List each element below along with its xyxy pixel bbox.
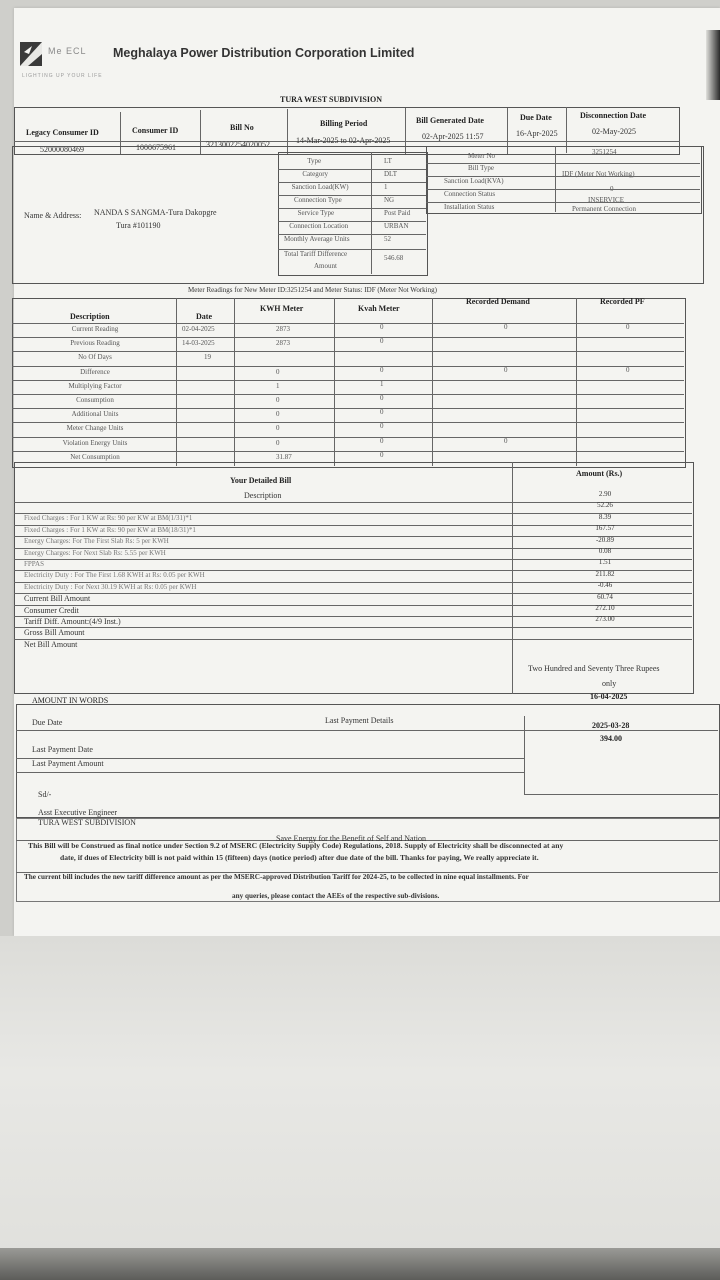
final-notice-line-1: This Bill will be Construed as final notice under Section 9.2 of MSERC (Electricity Supply Code) Regulations, 2018. Supply of Electricity shall be disconnected at any: [28, 841, 564, 850]
meter-kwh-value: 0: [276, 424, 280, 432]
connection-detail-value: LT: [384, 157, 392, 165]
connection-detail-label: Type: [307, 157, 322, 165]
last-payment-amount-label: Last Payment Amount: [32, 759, 104, 768]
subdivision-title: TURA WEST SUBDIVISION: [280, 95, 382, 104]
bill-line-amount: 273.00: [595, 615, 615, 623]
connection-detail-value: 52: [384, 235, 391, 243]
meter-detail-value: Permanent Connection: [572, 205, 636, 213]
meter-date-value: 19: [204, 353, 211, 361]
meter-row-label: Consumption: [76, 396, 114, 404]
tariff-notice-line-2: any queries, please contact the AEEs of the respective sub-divisions.: [232, 892, 440, 900]
meter-demand-value: 0: [504, 323, 508, 331]
divider: [14, 639, 692, 640]
divider: [12, 422, 684, 423]
bill-line-description: Net Bill Amount: [24, 640, 78, 649]
last-payment-amount-value: 394.00: [600, 734, 622, 743]
bill-line-amount: 272.10: [595, 604, 615, 612]
meter-kvah-value: 0: [380, 451, 384, 459]
meter-column-header: Recorded PF: [600, 297, 645, 306]
meter-detail-value: INSERVICE: [588, 196, 624, 204]
meter-demand-value: 0: [504, 366, 508, 374]
final-notice-line-2: date, if dues of Electricity bill is not paid within 15 (fifteen) days (notice period) after due date of the bill. Thanks for paying, We really appreciate it.: [60, 853, 539, 862]
bill-line-description: FPPAS: [24, 560, 44, 568]
meter-date-value: 02-04-2025: [182, 325, 215, 333]
meter-kvah-value: 0: [380, 408, 384, 416]
meter-kwh-value: 0: [276, 439, 280, 447]
divider: [12, 337, 684, 338]
divider: [16, 772, 524, 773]
connection-detail-label: Amount: [314, 262, 337, 270]
name-address-label: Name & Address:: [24, 211, 82, 220]
meter-detail-label: Meter No: [468, 152, 496, 160]
connection-detail-label: Sanction Load(KW): [291, 183, 349, 191]
company-logo-icon: [20, 42, 42, 66]
connection-detail-value: DLT: [384, 170, 397, 178]
meter-column-header: KWH Meter: [260, 304, 304, 313]
meter-demand-value: 0: [504, 437, 508, 445]
meter-row-label: Previous Reading: [70, 339, 120, 347]
connection-detail-value: 546.68: [384, 254, 404, 262]
divider: [14, 627, 692, 628]
divider: [12, 351, 684, 352]
due-date-label: Due Date: [520, 113, 552, 122]
meter-kvah-value: 1: [380, 380, 384, 388]
meter-kwh-value: 1: [276, 382, 280, 390]
bill-generated-label: Bill Generated Date: [416, 116, 484, 125]
bill-line-description: Tariff Diff. Amount:(4/9 Inst.): [24, 617, 121, 626]
legacy-id-label: Legacy Consumer ID: [26, 128, 99, 137]
due-date-footer-label: Due Date: [32, 718, 63, 727]
bill-line-description: Fixed Charges : For 1 KW at Rs: 90 per KW at BM(18/31)*1: [24, 526, 196, 534]
meter-column-header: Date: [196, 312, 212, 321]
due-date-bill-value: 16-04-2025: [590, 692, 628, 701]
meter-detail-label: Sanction Load(KVA): [444, 177, 504, 185]
connection-detail-value: Post Paid: [384, 209, 411, 217]
meter-kwh-value: 31.87: [276, 453, 292, 461]
bill-line-description: Electricity Duty : For The First 1.68 KWH at Rs: 0.05 per KWH: [24, 571, 205, 579]
meter-kwh-value: 0: [276, 396, 280, 404]
company-name: Meghalaya Power Distribution Corporation Limited: [113, 46, 415, 60]
signature-designation: Asst Executive Engineer: [38, 808, 118, 817]
connection-detail-label: Connection Type: [294, 196, 342, 204]
meter-detail-label: Bill Type: [468, 164, 495, 172]
meter-row-label: Current Reading: [71, 325, 119, 333]
meter-detail-value: IDF (Meter Not Working): [562, 170, 635, 178]
meter-row-label: Violation Energy Units: [62, 439, 128, 447]
divider: [371, 152, 372, 274]
divider: [12, 451, 684, 452]
connection-detail-value: NG: [384, 196, 395, 204]
meter-row-label: Additional Units: [71, 410, 119, 418]
background-surface: [0, 936, 720, 1280]
bill-line-amount: 167.57: [595, 524, 615, 532]
bill-line-description: Energy Charges: For Next Slab Rs: 5.55 per KWH: [24, 549, 166, 557]
meter-column-header: Description: [70, 312, 110, 321]
last-payment-details-title: Last Payment Details: [325, 716, 394, 725]
logo-tagline: LIGHTING UP YOUR LIFE: [22, 73, 103, 79]
logo-wordmark: Me ECL: [48, 46, 87, 56]
meter-kvah-value: 0: [380, 323, 384, 331]
meter-date-value: 14-03-2025: [182, 339, 215, 347]
amount-in-words-label: AMOUNT IN WORDS: [32, 696, 109, 705]
connection-detail-label: Category: [302, 170, 329, 178]
meter-kvah-value: 0: [380, 394, 384, 402]
bill-line-description: Current Bill Amount: [24, 594, 91, 603]
meter-detail-value: 3251254: [592, 148, 617, 156]
divider: [12, 323, 684, 324]
detailed-bill-title: Your Detailed Bill: [230, 476, 292, 485]
bill-line-description: Energy Charges: For The First Slab Rs: 5 per KWH: [24, 537, 169, 545]
consumer-id-value: 1000675961: [136, 143, 176, 152]
meter-kwh-value: 2873: [276, 325, 290, 333]
connection-detail-label: Total Tariff Difference: [284, 250, 348, 258]
meter-row-label: Multiplying Factor: [68, 382, 122, 390]
disconnection-date-value: 02-May-2025: [592, 127, 636, 136]
meter-row-label: No Of Days: [78, 353, 112, 361]
bill-line-description: Consumer Credit: [24, 606, 79, 615]
meter-readings-title: Meter Readings for New Meter ID:3251254 and Meter Status: IDF (Meter Not Working): [188, 286, 437, 294]
meter-column-header: Recorded Demand: [466, 297, 530, 306]
divider: [16, 730, 718, 731]
bill-line-amount: 0.08: [598, 547, 612, 555]
divider: [12, 408, 684, 409]
amount-words-value-2: only: [602, 679, 617, 688]
meter-kwh-value: 0: [276, 368, 280, 376]
disconnection-date-label: Disconnection Date: [580, 111, 646, 120]
divider: [512, 462, 513, 694]
bill-line-description: Electricity Duty : For Next 30.19 KWH at Rs: 0.05 per KWH: [24, 583, 197, 591]
bill-no-label: Bill No: [230, 123, 254, 132]
last-payment-date-label: Last Payment Date: [32, 745, 93, 754]
meter-detail-label: Connection Status: [444, 190, 496, 198]
energy-slogan: Save Energy for the Benefit of Self and Nation: [276, 834, 427, 843]
meter-row-label: Meter Change Units: [66, 424, 124, 432]
bill-line-description: Gross Bill Amount: [24, 628, 85, 637]
meter-kwh-value: 2873: [276, 339, 290, 347]
signature-office: TURA WEST SUBDIVISION: [38, 818, 136, 827]
meter-kwh-value: 0: [276, 410, 280, 418]
connection-detail-label: Service Type: [297, 209, 335, 217]
bill-line-description: Fixed Charges : For 1 KW at Rs: 90 per KW at BM(1/31)*1: [24, 514, 193, 522]
connection-detail-value: URBAN: [384, 222, 409, 230]
last-payment-date-value: 2025-03-28: [592, 721, 630, 730]
bill-line-amount: 211.82: [595, 570, 615, 578]
divider: [12, 380, 684, 381]
divider: [524, 716, 525, 794]
connection-detail-value: 1: [384, 183, 388, 191]
address-line-2: Tura #101190: [116, 221, 161, 230]
signature-sd: Sd/-: [38, 790, 52, 799]
amount-words-value-1: Two Hundred and Seventy Three Rupees: [528, 664, 660, 673]
legacy-id-value: 52000080469: [40, 145, 84, 154]
bill-line-amount: -0.46: [597, 581, 613, 589]
meter-detail-label: Installation Status: [444, 203, 495, 211]
consumer-id-label: Consumer ID: [132, 126, 179, 135]
description-header: Description: [244, 491, 282, 500]
bill-line-amount: 52.26: [597, 501, 613, 509]
meter-kvah-value: 0: [380, 422, 384, 430]
meter-column-header: Kvah Meter: [358, 304, 400, 313]
divider: [12, 437, 684, 438]
meter-pf-value: 0: [626, 323, 630, 331]
meter-pf-value: 0: [626, 366, 630, 374]
divider: [524, 794, 718, 795]
divider: [278, 169, 426, 170]
divider: [12, 366, 684, 367]
amount-header: Amount (Rs.): [576, 469, 623, 478]
bill-generated-value: 02-Apr-2025 11:57: [422, 132, 484, 141]
meter-row-label: Net Consumption: [70, 453, 120, 461]
edge-shadow: [706, 30, 720, 100]
connection-detail-label: Connection Location: [289, 222, 349, 230]
billing-period-value: 14-Mar-2025 to 02-Apr-2025: [296, 136, 391, 145]
meter-kvah-value: 0: [380, 437, 384, 445]
meter-kvah-value: 0: [380, 366, 384, 374]
bill-line-amount: 8.39: [598, 513, 612, 521]
billing-period-label: Billing Period: [320, 119, 368, 128]
connection-detail-label: Monthly Average Units: [284, 235, 350, 243]
bill-no-value: 3213002254020052: [206, 140, 270, 149]
bottom-shadow: [0, 1248, 720, 1280]
meter-kvah-value: 0: [380, 337, 384, 345]
divider: [12, 394, 684, 395]
due-date-value: 16-Apr-2025: [516, 129, 558, 138]
tariff-notice-line-1: The current bill includes the new tariff difference amount as per the MSERC-approved Distribution Tariff for 2024-25, to be collected in nine equal installments. For: [24, 873, 529, 881]
bill-line-amount: 60.74: [597, 593, 613, 601]
bill-line-amount: 2.90: [598, 490, 612, 498]
name-address-value: NANDA S SANGMA-Tura Dakopgre: [94, 208, 217, 217]
bill-line-amount: -20.89: [595, 536, 615, 544]
bill-line-amount: 1.51: [598, 558, 612, 566]
meter-row-label: Difference: [80, 368, 110, 376]
meter-detail-value: 0: [610, 185, 614, 193]
